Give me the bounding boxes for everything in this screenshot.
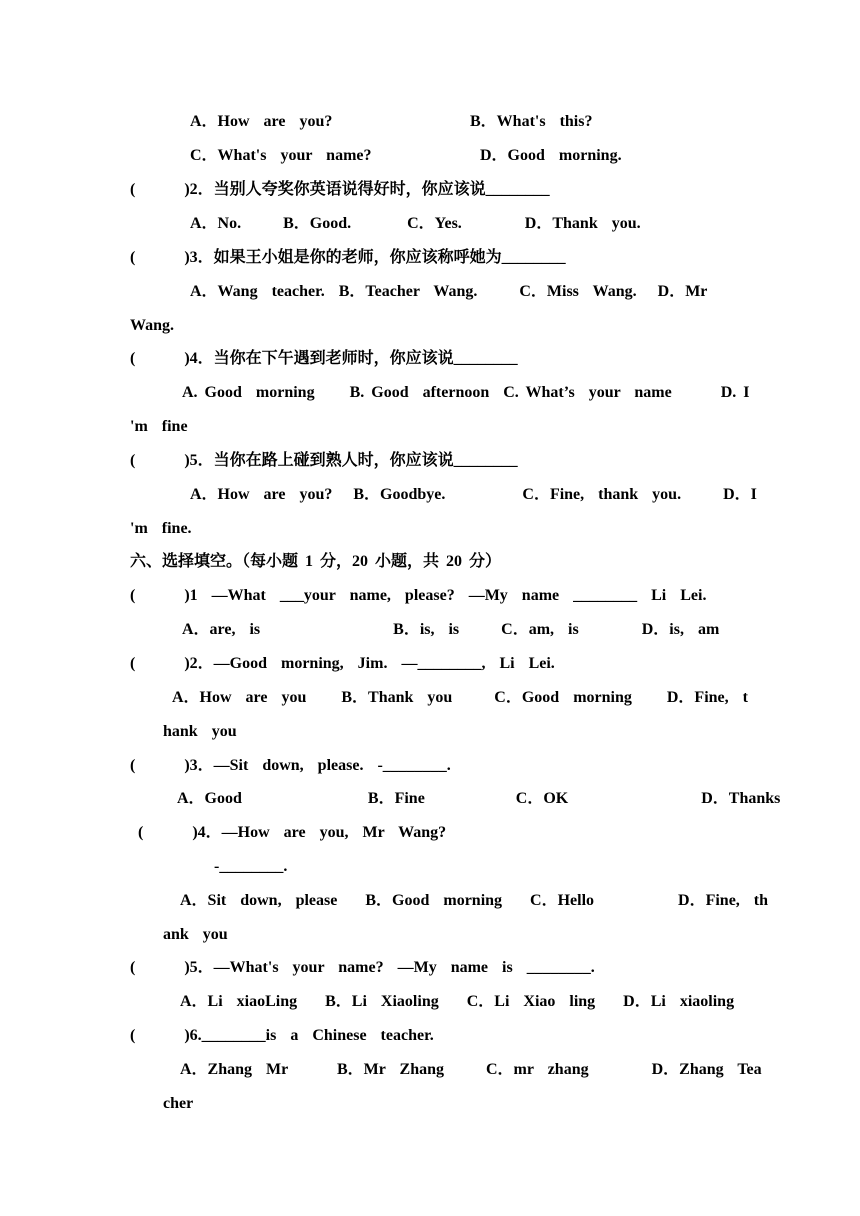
section5-question-2: ( )2．当别人夸奖你英语说得好时，你应该说________ <box>130 181 550 198</box>
section6-question-3: ( )3．—Sit down, please. -________. <box>130 757 451 774</box>
section6-q2-options: A．How are you B．Thank you C．Good morning D．Fine, t <box>172 689 748 706</box>
section6-question-4: ( )4．—How are you, Mr Wang? <box>138 824 447 841</box>
section6-question-6: ( )6.________is a Chinese teacher. <box>130 1027 434 1044</box>
section5-q4-options-wrap: 'm fine <box>130 418 188 435</box>
section6-heading: 六、选择填空。（每小题 1 分，20 小题，共 20 分） <box>130 553 502 570</box>
q1-option-c: C．What's your name? <box>190 147 372 164</box>
section6-q2-options-wrap: hank you <box>163 723 237 740</box>
section5-question-4: ( )4．当你在下午遇到老师时，你应该说________ <box>130 350 518 367</box>
section6-q4-answer-line: -________. <box>214 858 288 875</box>
q1-option-d: D．Good morning. <box>480 147 622 164</box>
section6-q5-options: A．Li xiaoLing B．Li Xiaoling C．Li Xiao ling D．Li xiaoling <box>180 993 735 1010</box>
section5-q4-options: A. Good morning B. Good afternoon C. What’s your name D. I <box>182 384 750 401</box>
section6-question-1: ( )1 —What ___your name, please? —My name ________ Li Lei. <box>130 587 707 604</box>
q1-option-a: A．How are you? <box>190 113 333 130</box>
section6-q4-options-wrap: ank you <box>163 926 228 943</box>
q1-option-b: B．What's this? <box>470 113 593 130</box>
section5-q5-options: A．How are you? B．Goodbye. C．Fine, thank you. D．I <box>190 486 757 503</box>
section5-q5-options-wrap: 'm fine. <box>130 520 192 537</box>
section6-q1-options: A．are, is B．is, is C．am, is D．is, am <box>182 621 720 638</box>
section6-question-5: ( )5．—What's your name? —My name is ________. <box>130 959 595 976</box>
section6-question-2: ( )2．—Good morning, Jim. —________, Li Lei. <box>130 655 555 672</box>
section6-q6-options: A．Zhang Mr B．Mr Zhang C．mr zhang D．Zhang Tea <box>180 1061 762 1078</box>
section5-q3-options-wrap: Wang. <box>130 317 175 334</box>
section5-q2-options: A．No. B．Good. C．Yes. D．Thank you. <box>190 215 641 232</box>
section5-question-3: ( )3．如果王小姐是你的老师，你应该称呼她为________ <box>130 249 566 266</box>
section6-q4-options: A．Sit down, please B．Good morning C．Hello D．Fine, th <box>180 892 769 909</box>
section5-question-5: ( )5．当你在路上碰到熟人时，你应该说________ <box>130 452 518 469</box>
section5-q3-options: A．Wang teacher. B．Teacher Wang. C．Miss Wang. D．Mr <box>190 283 708 300</box>
section6-q3-options: A．Good B．Fine C．OK D．Thanks <box>177 790 781 807</box>
section6-q6-options-wrap: cher <box>163 1095 194 1112</box>
